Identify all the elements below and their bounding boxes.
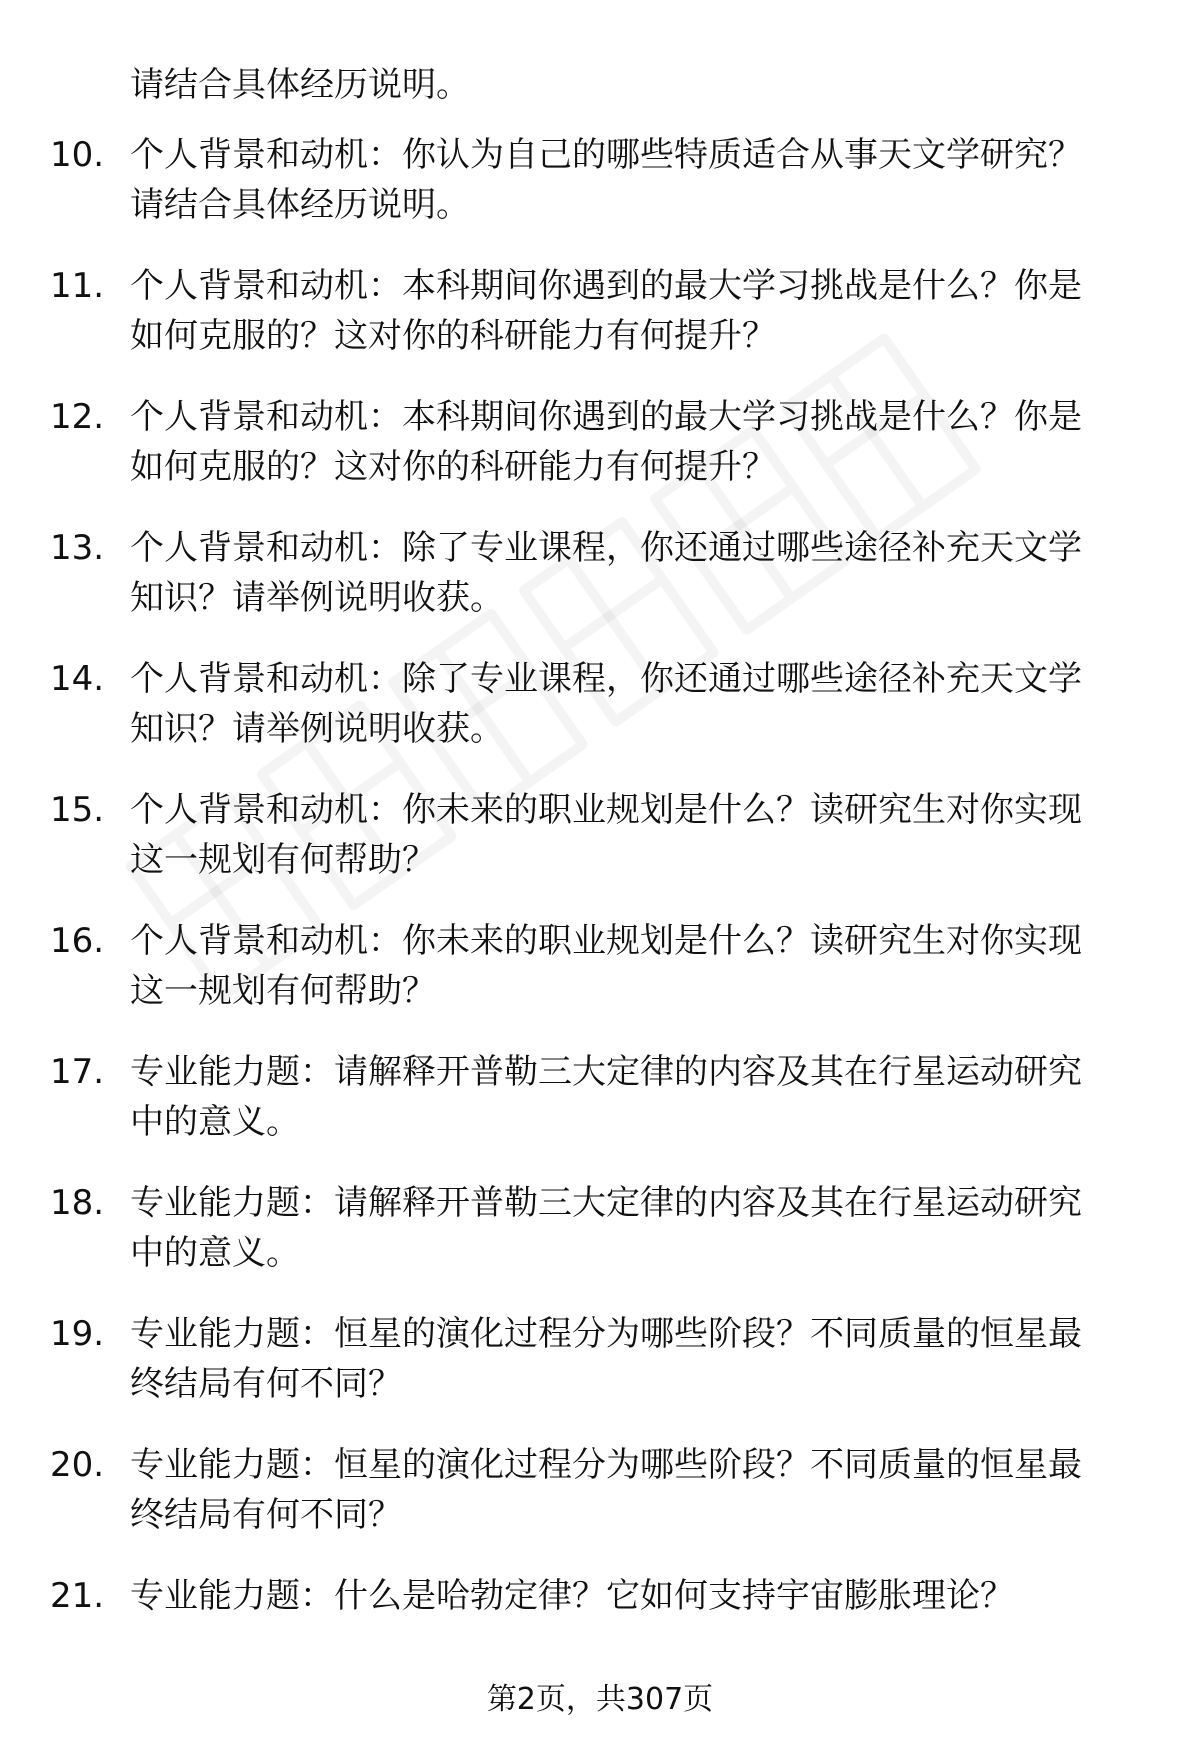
- question-line: 知识？请举例说明收获。: [130, 578, 504, 618]
- question-number: 12.: [50, 397, 105, 437]
- question-line: 专业能力题：请解释开普勒三大定律的内容及其在行星运动研究: [130, 1183, 1082, 1223]
- question-line: 终结局有何不同？: [130, 1495, 402, 1535]
- question-item: [0, 1309, 1200, 1440]
- question-number: 19.: [50, 1314, 105, 1354]
- question-line: 专业能力题：恒星的演化过程分为哪些阶段？不同质量的恒星最: [130, 1314, 1082, 1354]
- question-line: 终结局有何不同？: [130, 1364, 402, 1404]
- question-line: 这一规划有何帮助？: [130, 840, 436, 880]
- question-line: 个人背景和动机：除了专业课程，你还通过哪些途径补充天文学: [130, 659, 1082, 699]
- question-text: [130, 785, 1140, 885]
- question-list: [0, 130, 1200, 1702]
- question-text: [130, 654, 1140, 754]
- question-line: 知识？请举例说明收获。: [130, 709, 504, 749]
- question-item: [0, 392, 1200, 523]
- question-line: 个人背景和动机：你未来的职业规划是什么？读研究生对你实现: [130, 790, 1082, 830]
- question-line: 专业能力题：什么是哈勃定律？它如何支持宇宙膨胀理论？: [130, 1576, 1014, 1616]
- question-line: 请结合具体经历说明。: [130, 185, 470, 225]
- question-line: 专业能力题：请解释开普勒三大定律的内容及其在行星运动研究: [130, 1052, 1082, 1092]
- question-number: 17.: [50, 1052, 105, 1092]
- question-line: 专业能力题：恒星的演化过程分为哪些阶段？不同质量的恒星最: [130, 1445, 1082, 1485]
- question-line: 中的意义。: [130, 1102, 300, 1142]
- question-item: [0, 1440, 1200, 1571]
- question-text: [130, 261, 1140, 361]
- question-item: [0, 785, 1200, 916]
- question-number: 20.: [50, 1445, 105, 1485]
- question-text: [130, 916, 1140, 1016]
- question-text: [130, 392, 1140, 492]
- question-text: [130, 1571, 1140, 1621]
- question-number: 14.: [50, 659, 105, 699]
- question-item: [0, 916, 1200, 1047]
- question-line: 个人背景和动机：本科期间你遇到的最大学习挑战是什么？你是: [130, 266, 1082, 306]
- page-footer: 第2页，共307页: [486, 1682, 714, 1717]
- question-text: [130, 1440, 1140, 1540]
- question-number: 15.: [50, 790, 105, 830]
- question-item: [0, 130, 1200, 261]
- question-number: 18.: [50, 1183, 105, 1223]
- question-item: [0, 1047, 1200, 1178]
- question-number: 10.: [50, 135, 105, 175]
- question-text: [130, 1047, 1140, 1147]
- question-text: [130, 1309, 1140, 1409]
- question-item: [0, 654, 1200, 785]
- question-line: 个人背景和动机：你未来的职业规划是什么？读研究生对你实现: [130, 921, 1082, 961]
- question-line: 如何克服的？这对你的科研能力有何提升？: [130, 447, 776, 487]
- question-line: 个人背景和动机：你认为自己的哪些特质适合从事天文学研究？: [130, 135, 1082, 175]
- question-line: 如何克服的？这对你的科研能力有何提升？: [130, 316, 776, 356]
- question-text: [130, 523, 1140, 623]
- question-item: [0, 261, 1200, 392]
- question-line: 个人背景和动机：除了专业课程，你还通过哪些途径补充天文学: [130, 528, 1082, 568]
- question-line: 个人背景和动机：本科期间你遇到的最大学习挑战是什么？你是: [130, 397, 1082, 437]
- question-line: 这一规划有何帮助？: [130, 971, 436, 1011]
- question-item: [0, 523, 1200, 654]
- question-number: 16.: [50, 921, 105, 961]
- question-number: 11.: [50, 266, 105, 306]
- previous-question-continuation: 请结合具体经历说明。: [130, 65, 470, 105]
- question-line: 中的意义。: [130, 1233, 300, 1273]
- question-number: 21.: [50, 1576, 105, 1616]
- question-text: [130, 1178, 1140, 1278]
- question-item: [0, 1178, 1200, 1309]
- question-text: [130, 130, 1140, 230]
- question-number: 13.: [50, 528, 105, 568]
